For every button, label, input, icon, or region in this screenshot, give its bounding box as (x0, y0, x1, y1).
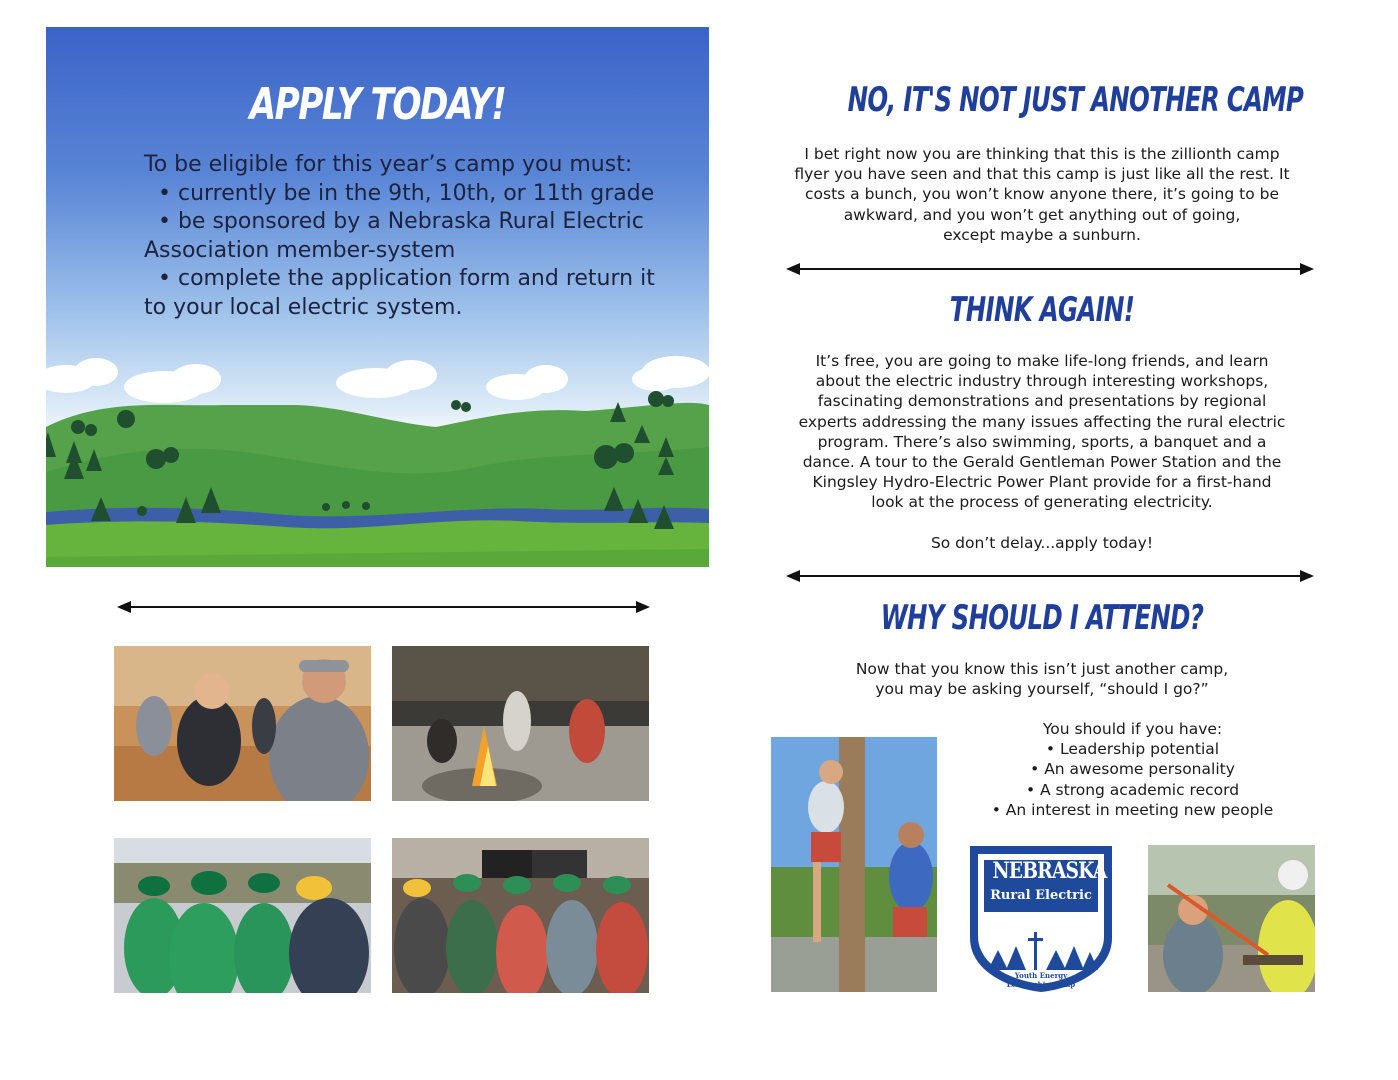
closing-line: So don’t delay...apply today! (930, 533, 1154, 552)
text-line: awkward, and you won’t get anything out of going, (843, 205, 1241, 224)
list-item: • A strong academic record (1025, 780, 1240, 799)
list-item: • An interest in meeting new people (991, 800, 1274, 819)
list-item: • An awesome personality (1030, 760, 1235, 779)
text-line: flyer you have seen and that this camp is just like all the rest. It (794, 165, 1290, 184)
eligibility-text (144, 151, 684, 322)
requirement-sponsor-cont: Association member-system (144, 237, 456, 263)
text-line: costs a bunch, you won’t know anyone there, it’s going to be (805, 185, 1279, 204)
section-title-think-again: THINK AGAIN! (949, 290, 1135, 330)
text-line: program. There’s also swimming, sports, a banquet and a (817, 432, 1267, 451)
text-line: you may be asking yourself, “should I go?” (875, 680, 1209, 699)
text-line: Kingsley Hydro-Electric Power Plant provide for a first-hand (812, 473, 1272, 492)
text-line: except maybe a sunburn. (943, 225, 1141, 244)
list-item: • Leadership potential (1045, 740, 1220, 759)
photo-pole-climbing (771, 737, 937, 992)
requirement-application: • complete the application form and return it (158, 266, 655, 291)
photo-control-room-tour (392, 838, 649, 993)
section-title-not-another-camp: NO, IT'S NOT JUST ANOTHER CAMP (847, 80, 1304, 120)
apply-today-title: APPLY TODAY! (249, 79, 506, 130)
requirement-sponsor: • be sponsored by a Nebraska Rural Electric (158, 209, 644, 234)
text-line: It’s free, you are going to make life-long friends, and learn (815, 352, 1269, 370)
logo-tagline (984, 971, 1098, 989)
list-intro: You should if you have: (1042, 720, 1223, 738)
requirement-grade: • currently be in the 9th, 10th, or 11th grade (158, 180, 655, 206)
eligibility-intro: To be eligible for this year’s camp you must: (144, 152, 633, 177)
qualities-list (960, 719, 1305, 820)
text-line: I bet right now you are thinking that this is the zillionth camp (804, 145, 1280, 163)
right-divider-arrow-2 (786, 570, 1314, 582)
text-line: about the electric industry through interesting workshops, (815, 372, 1269, 391)
text-line: dance. A tour to the Gerald Gentleman Power Station and the (802, 453, 1282, 472)
section-text-why-attend (772, 659, 1312, 699)
requirement-application-cont: to your local electric system. (144, 294, 463, 320)
section-text-think-again (772, 351, 1312, 553)
apply-today-panel (46, 27, 709, 567)
section-title-why-attend: WHY SHOULD I ATTEND? (880, 598, 1204, 638)
text-line: fascinating demonstrations and presentations by regional (817, 392, 1267, 411)
right-divider-arrow-1 (786, 263, 1314, 275)
logo-subtitle: Rural Electric (990, 888, 1092, 903)
section-text-not-another-camp (772, 144, 1312, 245)
photo-lineworker-demo (1148, 845, 1315, 992)
photo-hardhat-overlook (114, 838, 371, 993)
text-line: look at the process of generating electricity. (871, 493, 1213, 512)
text-line: experts addressing the many issues affecting the rural electric (798, 412, 1286, 431)
logo-tagline-line: Leadership Camp (1006, 980, 1076, 989)
photo-campfire (392, 646, 649, 801)
logo-title: NEBRASKA (992, 858, 1107, 884)
photo-gym-activity (114, 646, 371, 801)
text-line: Now that you know this isn’t just another camp, (855, 660, 1229, 678)
logo-tagline-line: Youth Energy (1014, 971, 1068, 980)
nebraska-rural-electric-logo (958, 840, 1124, 995)
left-divider-arrow (117, 601, 650, 613)
